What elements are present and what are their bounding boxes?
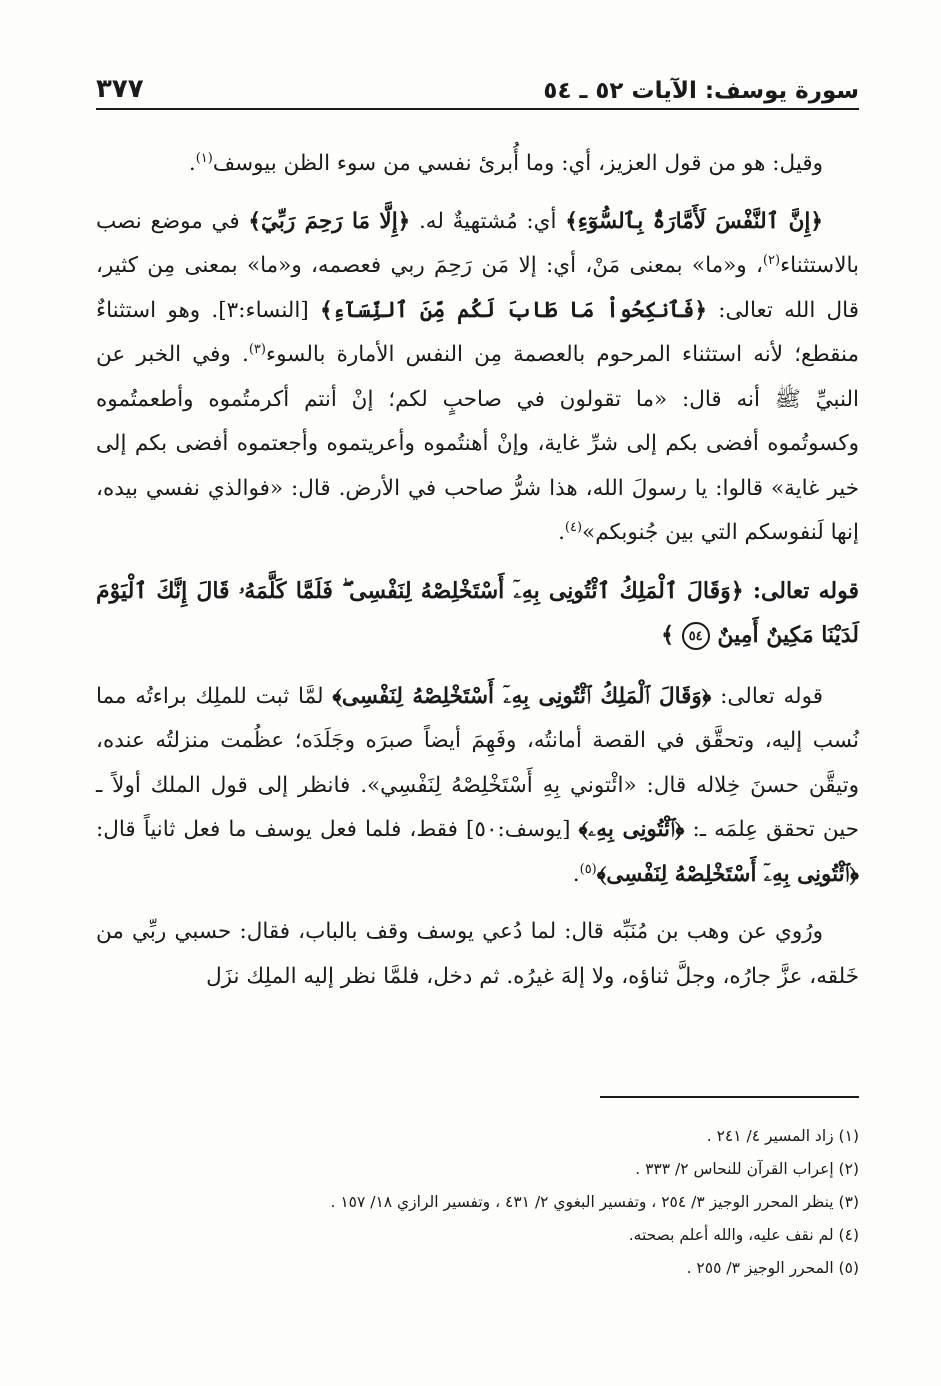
footnote-3: (٣) ينظر المحرر الوجيز ٣/ ٢٥٤ ، وتفسير البغوي ٢/ ٤٣١ ، وتفسير الرازي ١٨/ ١٥٧ . bbox=[330, 1193, 859, 1211]
main-text bbox=[96, 142, 859, 1012]
ayah-lead: قوله تعالى: bbox=[743, 577, 859, 604]
surah-title: سورة يوسف: الآيات ٥٢ ـ ٥٤ bbox=[543, 78, 859, 104]
text-run: ورُوي عن وهب بن مُنَبِّه قال: لما دُعي يوسف وقف بالباب، فقال: حسبي ربِّي من خَلقه، عزَّ جارُه، وجلَّ ثناؤه، ولا إلهَ غيرُه. ثم دخل، فلمَّا نظر إليه الملِك نزَل bbox=[96, 919, 859, 989]
paragraph-4 bbox=[96, 910, 859, 999]
text-run: وقيل: هو من قول العزيز، أي: وما أُبرئ نفسي من سوء الظن بيوسف bbox=[212, 151, 823, 176]
page-header bbox=[96, 60, 859, 110]
paragraph-1 bbox=[96, 142, 859, 187]
ayah-number-mark: ٥٤ bbox=[682, 622, 710, 650]
text-run: [يوسف:٥٠] فقط، فلما فعل يوسف ما فعل ثانياً قال: bbox=[96, 817, 579, 842]
text-run: . bbox=[558, 520, 565, 545]
text-run: [النساء:٣]. وهو استثناءٌ منقطع؛ لأنه استثناء المرحوم بالعصمة مِن النفس الأمارة بالسوء bbox=[96, 297, 859, 367]
text-run: . bbox=[188, 151, 196, 176]
text-run: في موضع نصب بالاستثناء bbox=[96, 208, 859, 278]
quran-quote: ﴿وَقَالَ ٱلْمَلِكُ ٱئْتُونِى بِهِۦٓ أَسْتَخْلِصْهُ لِنَفْسِى﴾ bbox=[332, 683, 712, 709]
quran-quote: ﴿ٱئْتُونِى بِهِۦٓ أَسْتَخْلِصْهُ لِنَفْسِى﴾ bbox=[596, 861, 859, 887]
ayah-heading bbox=[96, 569, 859, 658]
text-run: ، و«ما» بمعنى مَنْ، أي: إلا مَن رَحِمَ ربي فعصمه، و«ما» بمعنى مِن كثير، قال الله تعالى: bbox=[96, 253, 859, 323]
paragraph-2 bbox=[96, 200, 859, 556]
footnote-ref-4: (٤) bbox=[564, 519, 583, 535]
page-number: ٣٧٧ bbox=[96, 74, 144, 104]
footnote-1: (١) زاد المسير ٤/ ٢٤١ . bbox=[706, 1127, 859, 1145]
footnote-5: (٥) المحرر الوجيز ٣/ ٢٥٥ . bbox=[686, 1259, 859, 1277]
quran-quote: ﴿ٱئْتُونِى بِهِۦ﴾ bbox=[578, 817, 685, 842]
quran-quote: ﴿إِلَّا مَا رَحِمَ رَبِّيٓ﴾ bbox=[248, 208, 411, 234]
text-run: أي: مُشتهيةٌ له. bbox=[410, 208, 566, 234]
text-run: . وفي الخبر عن النبيِّ ﷺ أنه قال: «ما تقولون في صاحبٍ لكم؛ إنْ أنتم أكرمتُموه وأطعمتُموه وكسوتُموه أفضى بكم إلى شرِّ غاية، وإنْ أهنتُموه وأعريتموه وأجعتموه أفضى بكم إلى خير غاية» قالوا: يا رسولَ الله، هذا شرُّ صاحب في الأرض. قال: «فوالذي نفسي بيده، إنها لَنفوسكم التي بين جُنوبكم» bbox=[96, 342, 859, 545]
ayah-text: ﴿وَقَالَ ٱلْمَلِكُ ٱئْتُونِى بِهِۦٓ أَسْتَخْلِصْهُ لِنَفْسِى ۖ فَلَمَّا كَلَّمَهُۥ قَالَ إِنَّكَ ٱلْيَوْمَ لَدَيْنَا مَكِينٌ أَمِينٌ bbox=[96, 577, 859, 648]
footnotes bbox=[96, 1120, 859, 1285]
text-run: لمَّا ثبت للملِك براءتُه مما نُسب إليه، وتحقَّق في القصة أمانتُه، وفَهِمَ أيضاً صبرَه وجَلَدَه؛ عظُمت منزلتُه عنده، وتيقَّن حسنَ خِلاله قال: «ائْتوني بِهِ أَسْتَخْلِصْهُ لِنَفْسِي». فانظر إلى قول الملك أولاً ـ حين تحقق عِلمَه ـ: bbox=[96, 683, 860, 842]
footnote-ref-3: (٣) bbox=[248, 341, 266, 357]
footnote-divider bbox=[600, 1096, 859, 1098]
footnote-4: (٤) لم نقف عليه، والله أعلم بصحته. bbox=[628, 1226, 859, 1244]
text-run: قوله تعالى: bbox=[711, 683, 823, 709]
quran-quote: ﴿إِنَّ ٱلنَّفْسَ لَأَمَّارَةٌۢ بِٱلسُّوٓءِ﴾ bbox=[565, 208, 823, 234]
ayah-close: ﴾ bbox=[661, 622, 675, 648]
footnote-ref-1: (١) bbox=[195, 150, 213, 166]
footnote-2: (٢) إعراب القرآن للنحاس ٢/ ٣٣٣ . bbox=[635, 1160, 859, 1178]
footnote-ref-2: (٢) bbox=[762, 252, 781, 268]
quran-quote: ﴿فَٱنكِحُواْ مَا طَابَ لَكُم مِّنَ ٱلنِّسَآءِ﴾ bbox=[319, 297, 708, 323]
footnote-ref-5: (٥) bbox=[579, 861, 597, 877]
text-run: . bbox=[572, 861, 580, 887]
paragraph-3 bbox=[96, 675, 859, 898]
